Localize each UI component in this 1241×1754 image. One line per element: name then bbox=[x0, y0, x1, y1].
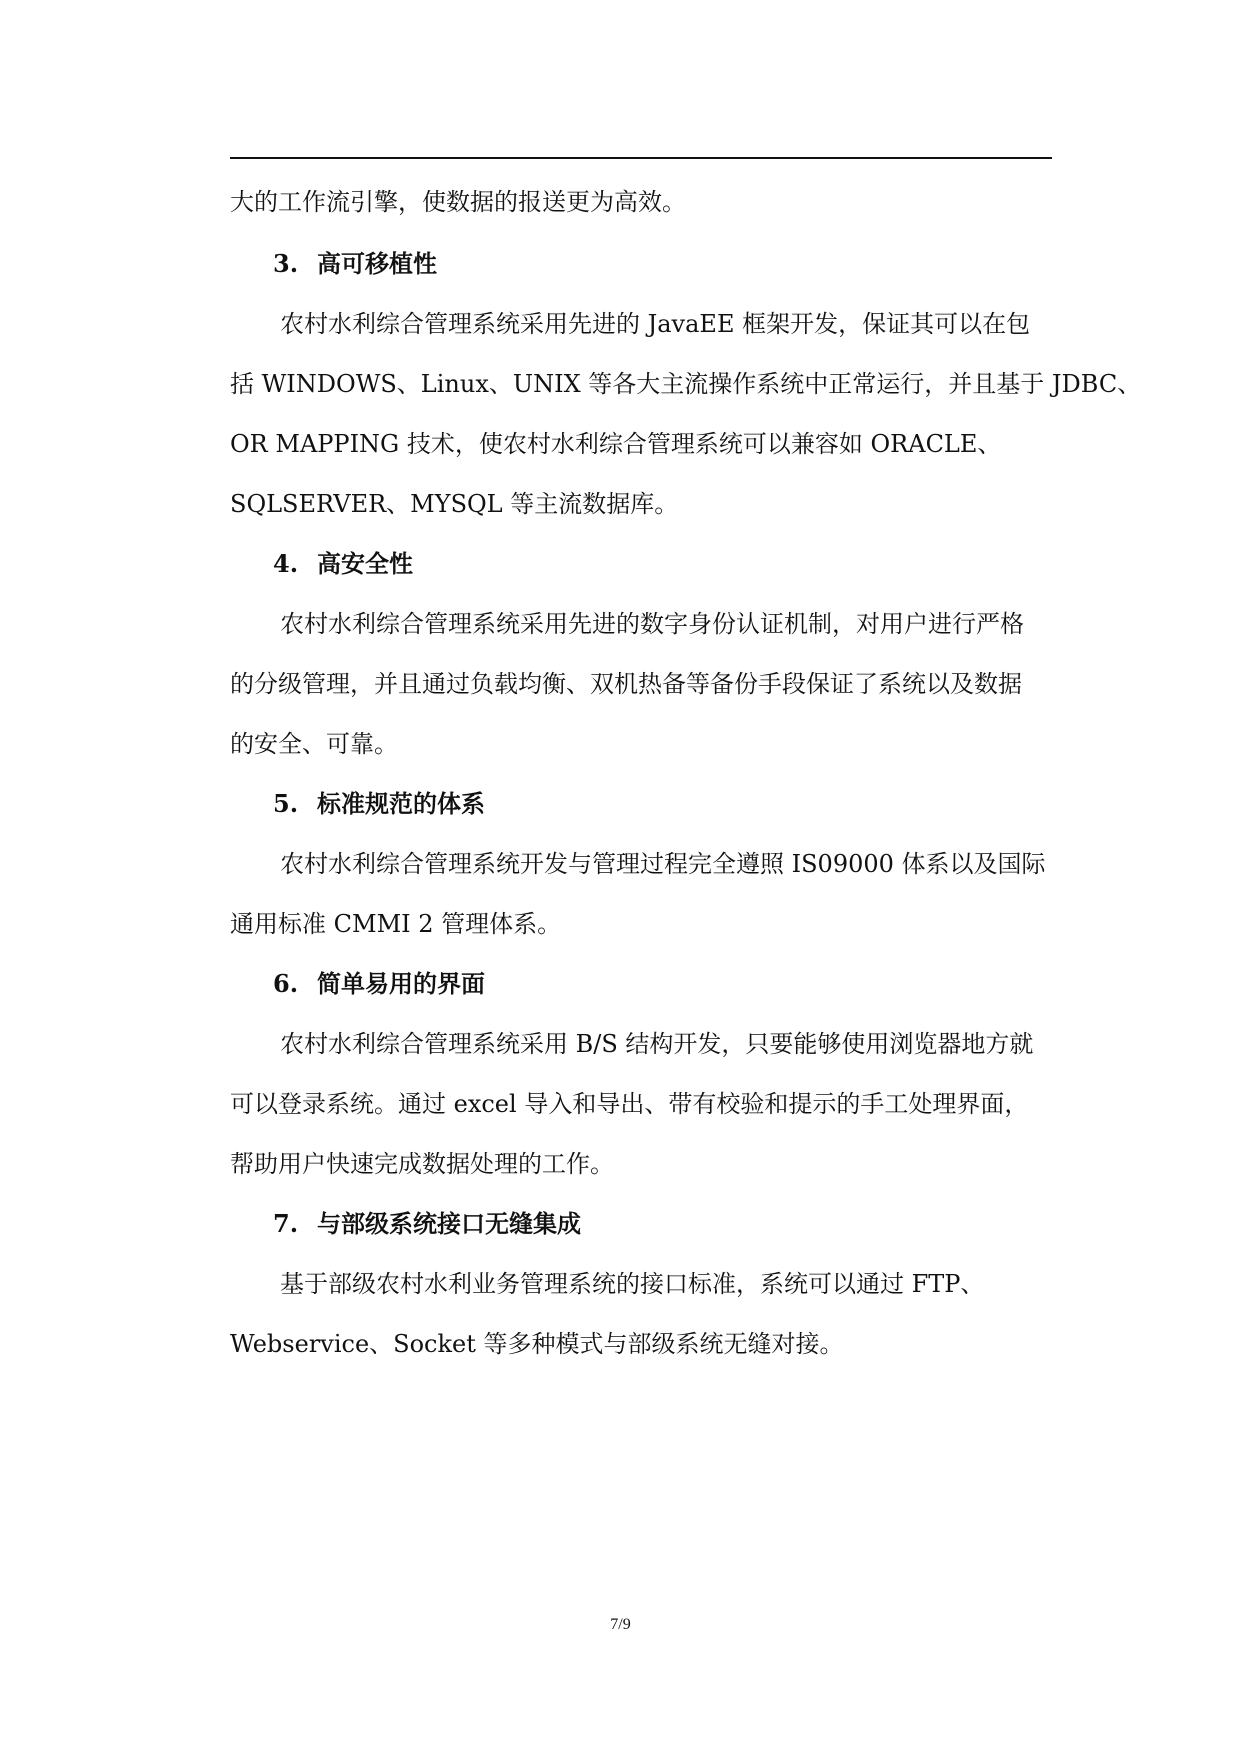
paragraph-line: 农村水利综合管理系统采用先进的 JavaEE 框架开发，保证其可以在包 bbox=[280, 310, 1031, 338]
paragraph-line: 可以登录系统。通过 excel 导入和导出、带有校验和提示的手工处理界面， bbox=[230, 1090, 1029, 1118]
heading-number: 7. bbox=[273, 1209, 299, 1238]
paragraph-line: 大的工作流引擎，使数据的报送更为高效。 bbox=[230, 188, 686, 216]
paragraph-line: 农村水利综合管理系统采用先进的数字身份认证机制，对用户进行严格 bbox=[280, 610, 1024, 638]
section-heading bbox=[273, 1208, 581, 1240]
paragraph-line: 的安全、可靠。 bbox=[230, 730, 398, 758]
heading-text: 简单易用的界面 bbox=[317, 969, 485, 998]
paragraph-line: Webservice、Socket 等多种模式与部级系统无缝对接。 bbox=[230, 1330, 844, 1358]
section-heading bbox=[273, 548, 413, 580]
heading-text: 高安全性 bbox=[317, 549, 413, 578]
heading-number: 4. bbox=[273, 549, 299, 578]
paragraph-line: 帮助用户快速完成数据处理的工作。 bbox=[230, 1150, 614, 1178]
page-number: 7/9 bbox=[610, 1616, 631, 1633]
paragraph-line: 基于部级农村水利业务管理系统的接口标准，系统可以通过 FTP、 bbox=[280, 1270, 985, 1298]
header-rule bbox=[230, 157, 1052, 159]
heading-number: 3. bbox=[273, 249, 299, 278]
paragraph-line: 农村水利综合管理系统采用 B/S 结构开发，只要能够使用浏览器地方就 bbox=[280, 1030, 1034, 1058]
paragraph-line: SQLSERVER、MYSQL 等主流数据库。 bbox=[230, 490, 679, 518]
paragraph-line: 括 WINDOWS、Linux、UNIX 等各大主流操作系统中正常运行，并且基于 JDBC、 bbox=[230, 370, 1142, 398]
heading-text: 标准规范的体系 bbox=[317, 789, 485, 818]
paragraph-line: 通用标准 CMMI 2 管理体系。 bbox=[230, 910, 562, 938]
heading-text: 与部级系统接口无缝集成 bbox=[317, 1209, 581, 1238]
heading-number: 5. bbox=[273, 789, 299, 818]
heading-number: 6. bbox=[273, 969, 299, 998]
section-heading bbox=[273, 248, 437, 280]
section-heading bbox=[273, 788, 485, 820]
section-heading bbox=[273, 968, 485, 1000]
paragraph-line: 的分级管理，并且通过负载均衡、双机热备等备份手段保证了系统以及数据 bbox=[230, 670, 1022, 698]
heading-text: 高可移植性 bbox=[317, 249, 437, 278]
paragraph-line: 农村水利综合管理系统开发与管理过程完全遵照 IS09000 体系以及国际 bbox=[280, 850, 1046, 878]
paragraph-line: OR MAPPING 技术，使农村水利综合管理系统可以兼容如 ORACLE、 bbox=[230, 430, 1002, 458]
